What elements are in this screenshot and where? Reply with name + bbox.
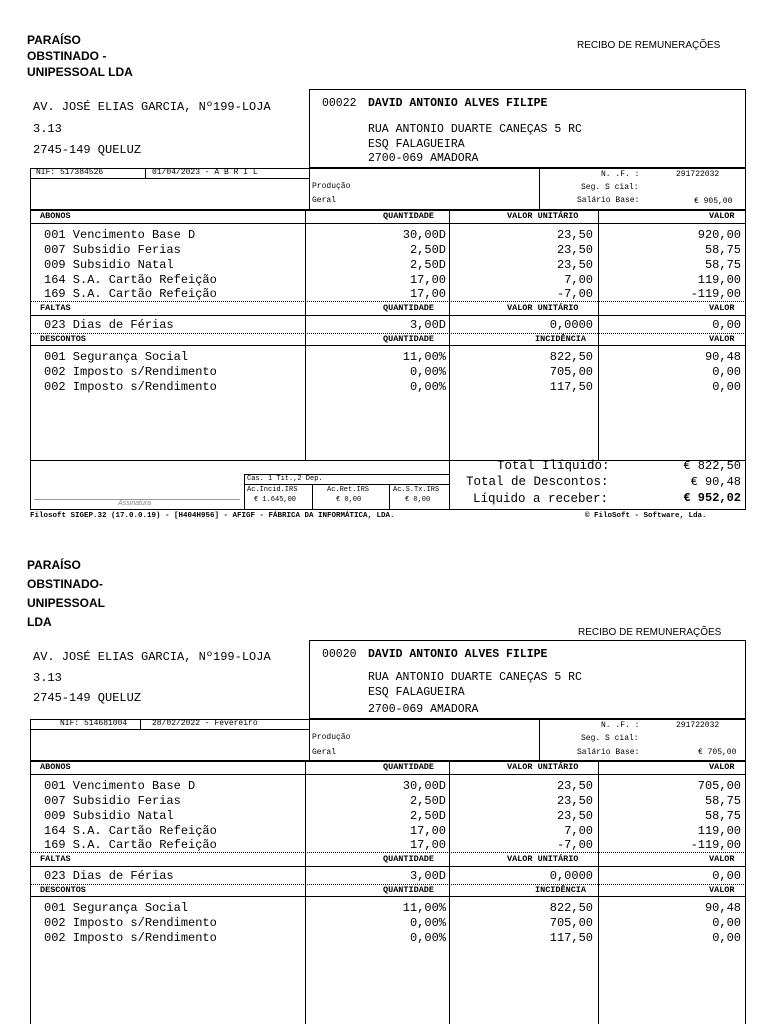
table-row-qty: 17,00	[409, 838, 446, 852]
table-row-unit: -7,00	[556, 287, 593, 301]
header-valor-unitario: VALOR UNITÁRIO	[507, 854, 579, 864]
table-row-value: 0,00	[712, 365, 741, 379]
salario-base-label: Salário Base:	[577, 196, 640, 205]
table-row-qty: 0,00%	[409, 380, 446, 394]
employer-address-line-2: 3.13	[33, 122, 62, 136]
header-abonos: ABONOS	[40, 762, 71, 772]
table-row-qty: 2,50D	[409, 809, 446, 823]
table-row-unit: 7,00	[564, 273, 593, 287]
employee-number: 00022	[322, 97, 357, 110]
seg-social-label: Seg. S cial:	[581, 734, 639, 743]
salario-base-value: € 905,00	[694, 197, 733, 206]
employee-address-line-3: 2700-069 AMADORA	[368, 703, 479, 716]
employee-name: DAVID ANTONIO ALVES FILIPE	[368, 97, 548, 110]
table-row-unit: 705,00	[549, 365, 593, 379]
signature-label: Assinatura	[118, 500, 152, 507]
table-row-desc: 002 Imposto s/Rendimento	[44, 365, 217, 379]
table-row-unit: 23,50	[556, 779, 593, 793]
header-quantidade: QUANTIDADE	[383, 303, 435, 313]
header-valor: VALOR	[709, 885, 735, 895]
table-row-qty: 2,50D	[409, 258, 446, 272]
ac-incid-value: € 1.645,00	[254, 496, 297, 504]
employer-address-line-1: AV. JOSÉ ELIAS GARCIA, Nº199-LOJA	[33, 650, 271, 664]
section-line-1: Produção	[312, 733, 351, 742]
table-row-qty: 17,00	[409, 273, 446, 287]
table-row-unit: 117,50	[549, 380, 593, 394]
footer-copyright: © FiloSoft - Software, Lda.	[585, 512, 707, 520]
table-row-value: 0,00	[712, 380, 741, 394]
table-row-qty: 30,00D	[402, 228, 446, 242]
receipt-title: RECIBO DE REMUNERAÇÕES	[577, 40, 721, 51]
table-row-value: 0,00	[712, 916, 741, 930]
header-valor: VALOR	[709, 211, 735, 221]
header-incidencia: INCIDÊNCIA	[535, 885, 587, 895]
liquido-label: Líquido a receber:	[473, 492, 609, 506]
header-descontos: DESCONTOS	[40, 334, 86, 344]
section-line-1: Produção	[312, 182, 351, 191]
company-name: PARAÍSO OBSTINADO- UNIPESSOAL LDA	[27, 558, 105, 629]
company-name: PARAÍSO OBSTINADO - UNIPESSOAL LDA	[27, 33, 133, 79]
employee-address-line-2: ESQ FALAGUEIRA	[368, 686, 465, 699]
table-row-value: 90,48	[704, 350, 741, 364]
salario-base-label: Salário Base:	[577, 748, 640, 757]
header-quantidade: QUANTIDADE	[383, 762, 435, 772]
table-row-desc: 001 Segurança Social	[44, 901, 189, 915]
nif: NIF: 514681004	[60, 719, 128, 728]
table-row-qty: 17,00	[409, 287, 446, 301]
employer-address-line-2: 3.13	[33, 671, 62, 685]
table-row-value: 90,48	[704, 901, 741, 915]
header-incidencia: INCIDÊNCIA	[535, 334, 587, 344]
table-row-desc: 009 Subsidio Natal	[44, 809, 174, 823]
table-row-desc: 002 Imposto s/Rendimento	[44, 931, 217, 945]
employer-address-line-3: 2745-149 QUELUZ	[33, 691, 142, 705]
ac-stx-label: Ac.S.Tx.IRS	[393, 486, 440, 494]
salario-base-value: € 705,00	[698, 748, 737, 757]
header-valor: VALOR	[709, 762, 735, 772]
total-descontos-value: € 90,48	[690, 475, 741, 489]
table-row-desc: 164 S.A. Cartão Refeição	[44, 824, 217, 838]
header-quantidade: QUANTIDADE	[383, 854, 435, 864]
employee-number: 00020	[322, 648, 357, 661]
nf-label: N. .F. :	[601, 721, 640, 730]
total-iliquido-label: Total Ilíquido:	[497, 459, 610, 473]
table-row-value: 0,00	[712, 318, 741, 332]
table-row-desc: 164 S.A. Cartão Refeição	[44, 273, 217, 287]
liquido-value: € 952,02	[683, 491, 741, 505]
section-line-2: Geral	[312, 748, 337, 757]
employee-name: DAVID ANTONIO ALVES FILIPE	[368, 648, 548, 661]
header-valor-unitario: VALOR UNITÁRIO	[507, 303, 579, 313]
employee-address-line-1: RUA ANTONIO DUARTE CANEÇAS 5 RC	[368, 671, 582, 684]
header-valor-unitario: VALOR UNITÁRIO	[507, 211, 579, 221]
table-row-qty: 30,00D	[402, 779, 446, 793]
period: 28/02/2022 - Fevereiro	[152, 719, 258, 728]
nif: NIF: 517384526	[36, 168, 104, 177]
table-row-desc: 023 Dias de Férias	[44, 869, 174, 883]
table-row-unit: -7,00	[556, 838, 593, 852]
cas-label: Cas. 1 Tit.,2 Dep.	[247, 475, 323, 483]
receipt-title: RECIBO DE REMUNERAÇÕES	[578, 627, 722, 638]
footer-software: Filosoft SIGEP.32 (17.0.0.19) - [H404H956] - AFIGF - FÁBRICA DA INFORMÁTICA, LDA.	[30, 512, 395, 520]
seg-social-label: Seg. S cial:	[581, 183, 639, 192]
table-row-unit: 23,50	[556, 794, 593, 808]
table-row-value: 58,75	[704, 258, 741, 272]
table-row-value: 119,00	[697, 273, 741, 287]
table-row-desc: 001 Vencimento Base D	[44, 779, 196, 793]
table-row-desc: 002 Imposto s/Rendimento	[44, 380, 217, 394]
table-row-desc: 002 Imposto s/Rendimento	[44, 916, 217, 930]
table-row-desc: 007 Subsidio Ferias	[44, 794, 181, 808]
header-descontos: DESCONTOS	[40, 885, 86, 895]
table-row-value: 0,00	[712, 869, 741, 883]
header-quantidade: QUANTIDADE	[383, 211, 435, 221]
total-iliquido-value: € 822,50	[683, 459, 741, 473]
nf-label: N. .F. :	[601, 170, 640, 179]
employer-address-line-1: AV. JOSÉ ELIAS GARCIA, Nº199-LOJA	[33, 100, 271, 114]
table-row-desc: 169 S.A. Cartão Refeição	[44, 838, 217, 852]
table-row-qty: 11,00%	[402, 901, 446, 915]
header-quantidade: QUANTIDADE	[383, 334, 435, 344]
total-descontos-label: Total de Descontos:	[466, 475, 609, 489]
header-abonos: ABONOS	[40, 211, 71, 221]
table-row-qty: 0,00%	[409, 365, 446, 379]
table-row-value: 705,00	[697, 779, 741, 793]
header-valor-unitario: VALOR UNITÁRIO	[507, 762, 579, 772]
table-row-qty: 3,00D	[409, 869, 446, 883]
table-row-desc: 009 Subsidio Natal	[44, 258, 174, 272]
table-row-unit: 822,50	[549, 350, 593, 364]
employee-address-line-3: 2700-069 AMADORA	[368, 152, 479, 165]
header-faltas: FALTAS	[40, 303, 71, 313]
table-row-value: 58,75	[704, 243, 741, 257]
table-row-qty: 0,00%	[409, 931, 446, 945]
nf-value: 291722032	[676, 170, 720, 179]
table-row-desc: 169 S.A. Cartão Refeição	[44, 287, 217, 301]
table-row-unit: 23,50	[556, 258, 593, 272]
period: 01/04/2023 - A B R I L	[152, 168, 258, 177]
table-row-unit: 23,50	[556, 243, 593, 257]
table-row-value: 119,00	[697, 824, 741, 838]
header-faltas: FALTAS	[40, 854, 71, 864]
table-row-unit: 7,00	[564, 824, 593, 838]
ac-stx-value: € 0,00	[405, 496, 431, 504]
header-valor: VALOR	[709, 303, 735, 313]
table-row-desc: 023 Dias de Férias	[44, 318, 174, 332]
employer-address-line-3: 2745-149 QUELUZ	[33, 143, 142, 157]
table-row-unit: 0,0000	[549, 318, 593, 332]
table-row-value: 0,00	[712, 931, 741, 945]
table-row-unit: 0,0000	[549, 869, 593, 883]
table-row-unit: 23,50	[556, 809, 593, 823]
ac-ret-value: € 0,00	[336, 496, 362, 504]
table-row-value: 58,75	[704, 809, 741, 823]
table-row-desc: 001 Segurança Social	[44, 350, 189, 364]
employee-address-line-2: ESQ FALAGUEIRA	[368, 138, 465, 151]
table-row-qty: 0,00%	[409, 916, 446, 930]
table-row-qty: 11,00%	[402, 350, 446, 364]
employee-address-line-1: RUA ANTONIO DUARTE CANEÇAS 5 RC	[368, 123, 582, 136]
ac-incid-label: Ac.Incid.IRS	[247, 486, 298, 494]
header-quantidade: QUANTIDADE	[383, 885, 435, 895]
table-row-value: 920,00	[697, 228, 741, 242]
table-row-desc: 007 Subsidio Ferias	[44, 243, 181, 257]
header-valor: VALOR	[709, 334, 735, 344]
table-row-value: -119,00	[690, 287, 741, 301]
ac-ret-label: Ac.Ret.IRS	[327, 486, 370, 494]
table-row-unit: 117,50	[549, 931, 593, 945]
table-row-qty: 2,50D	[409, 794, 446, 808]
table-row-qty: 17,00	[409, 824, 446, 838]
table-row-unit: 705,00	[549, 916, 593, 930]
table-row-value: -119,00	[690, 838, 741, 852]
table-row-value: 58,75	[704, 794, 741, 808]
section-line-2: Geral	[312, 196, 337, 205]
table-row-unit: 822,50	[549, 901, 593, 915]
table-row-desc: 001 Vencimento Base D	[44, 228, 196, 242]
table-row-unit: 23,50	[556, 228, 593, 242]
table-row-qty: 3,00D	[409, 318, 446, 332]
header-valor: VALOR	[709, 854, 735, 864]
table-row-qty: 2,50D	[409, 243, 446, 257]
nf-value: 291722032	[676, 721, 720, 730]
